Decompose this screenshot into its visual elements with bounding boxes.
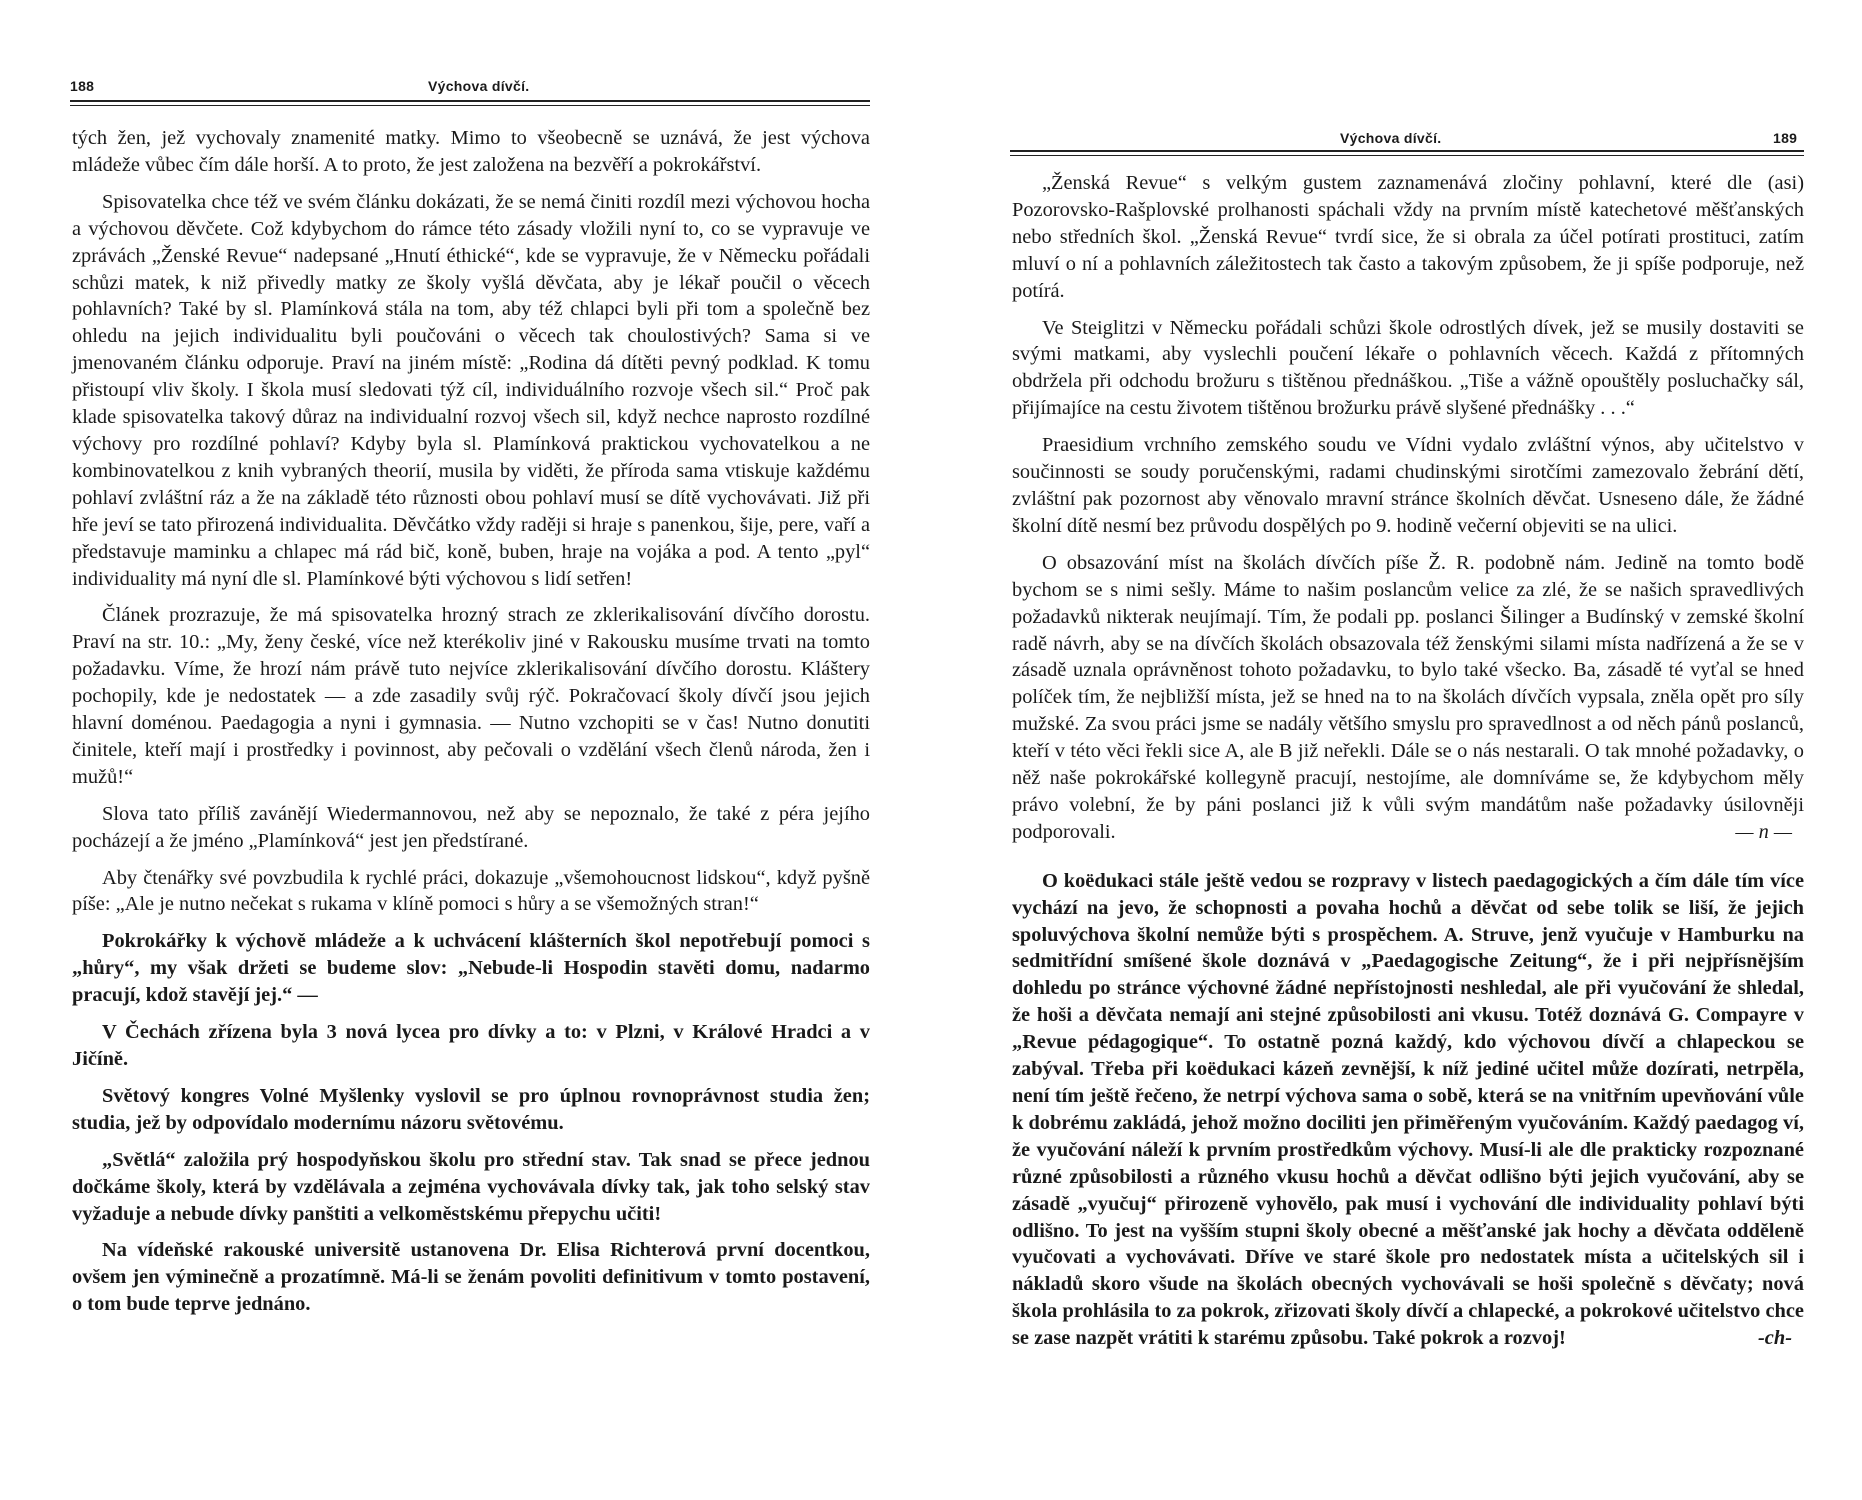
signature: -ch-: [1758, 1327, 1792, 1350]
paragraph-text: O koëdukaci stále ještě vedou se rozpravy v listech paedagogických a čím dále tím více vychází na jevo, že schopnosti a povaha hochů a děvčat od sebe tolik se liší, že jejich spoluvýchova školní nemůže býti s prospěchem. A. Struve, jenž vyučuje v Hamburku na sedmitřídní smíšené škole doznává v „Paedagogische Zeitung“, že i při nejpřísnějším dohledu po stránce výchovné žádné nepřístojnosti neshledal, ale při vyučování že shledal, že hoši a děvčata nemají ani stejné způsobilosti ani vkusu. Totéž doznává G. Compayre v „Revue pédagogique“. To ostatně pozná každý, kdo výchovou dívčí a chlapeckou se zabýval. Třeba při koëdukaci kázeň zevnější, k níž jediné učitel může dozírati, netrpěla, není tím ještě řečeno, že netrpí výchova sama o sobě, která se na vnitřním upevňování vůle k dobrému zakládá, jehož možno dociliti jen přiměřeným vyučováním. Každý paedagog ví, že vyučování náleží k prvním prostředkům výchovy. Musí-li ale dle prakticky rozpoznané různé způsobilosti a různého vkusu hochů a děvčat odlišno býti jejich vyučování, aby se zásadě „vyučuj“ přirozeně vyhovělo, pak musí i vychování dle individuality pohlaví býti odlišno. To jest na vyšším stupni školy obecné a měšťanské jak hochy a děvčata odděleně vyučovati a vychovávati. Dříve ve staré škole pro nedostatek místa a učitelských sil i nákladů skoro všude na školách obecných vychovávali se hoši společně s děvčaty; nová škola prohlásila to za pokrok, zřizovati školy dívčí a chlapecké, a pokrokové učitelstvo chce se zase nazpět vrátiti k starému způsobu. Také pokrok a rozvoj!: [1012, 869, 1804, 1350]
right-page: [930, 0, 1862, 1500]
paragraph: Světový kongres Volné Myšlenky vyslovil se pro úplnou rovnoprávnost studia žen; studia, jež by odpovídalo modernímu názoru světovému.: [72, 1084, 870, 1134]
paragraph: „Světlá“ založila prý hospodyňskou školu pro střední stav. Tak snad se přece jednou dočkáme školy, která by vzdělávala a zejména vychovávala dívky tak, jak toho selský stav vyžaduje a nebude dívky panštiti a velkoměstskému přepychu učiti!: [72, 1148, 870, 1225]
paragraph: Slova tato příliš zavánějí Wiedermannovou, než aby se nepoznalo, že také z péra jejího pocházejí a že jméno „Plamínková“ jest jen předstírané.: [72, 802, 870, 852]
paragraph: Aby čtenářky své povzbudila k rychlé práci, dokazuje „všemohoucnost lidskou“, když pyšně píše: „Ale je nutno nečekat s rukama v klíně pomoci s hůry a se všemožných stran!“: [72, 866, 870, 916]
page-number: 188: [70, 78, 95, 94]
paragraph: Článek prozrazuje, že má spisovatelka hrozný strach ze zklerikalisování dívčího dorostu. Praví na str. 10.: „My, ženy české, více než kterékoliv jiné v Rakousku musíme trvati na tomto požadavku. Víme, že hrozí nám právě tuto nejvíce zklerikalisování dívčího dorostu. Kláštery pochopily, kde je nedostatek — a zde zasadily svůj rýč. Pokračovací školy dívčí jsou jejich hlavní doménou. Paedagogia a nyni i gymnasia. — Nutno vzchopiti se v čas! Nutno donutiti činitele, kteří mají i prostředky i povinnost, aby pečovali o vzdělání všech členů národa, žen i mužů!“: [72, 604, 870, 788]
left-column: [72, 125, 870, 1318]
page-number: 189: [1773, 130, 1798, 146]
running-title: Výchova dívčí.: [1340, 130, 1442, 146]
header-rule: [1010, 150, 1804, 152]
paragraph: Na vídeňské rakouské universitě ustanovena Dr. Elisa Richterová první docentkou, ovšem jen výminečně a prozatímně. Má-li se ženám povoliti definitivum v tomto postavení, o tom bude teprve jednáno.: [72, 1239, 870, 1316]
paragraph-with-signature: [1012, 550, 1804, 846]
header-rule: [70, 100, 870, 102]
left-page: [0, 0, 930, 1500]
right-column: [1012, 170, 1804, 1352]
paragraph: Praesidium vrchního zemského soudu ve Vídni vydalo zvláštní výnos, aby učitelstvo v součinnosti se soudy poručenskými, radami chudinskými sirotčími zamezovalo žebrání dětí, zvláštní pak pozornost aby věnovalo mravní stránce školních děvčat. Usneseno dále, že žádné školní dítě nesmí bez průvodu dospělých po 9. hodině večerní objeviti se na ulici.: [1012, 434, 1804, 537]
paragraph-with-signature: [1012, 868, 1804, 1352]
paragraph: Spisovatelka chce též ve svém článku dokázati, že se nemá činiti rozdíl mezi výchovou hocha a výchovou děvčete. Což kdybychom do rámce této zásady vložili nyní to, co se vypravuje ve zprávách „Ženské Revue“ nadepsané „Hnutí éthické“, kde se vypravuje, že v Německu pořádali schůzi matek, k niž přivedly matky ze školy vyšlá děvčata, aby je lékař poučil o věcech pohlavních? Také by sl. Plamínková stála na tom, aby též chlapci byli při tom a společně bez ohledu na jejich individualitu byli poučováni o věcech tak choulostivých? Sama si ve jmenovaném článku odporuje. Praví na jiném místě: „Rodina dá dítěti pevný podklad. K tomu přistoupí vliv školy. I škola musí sledovati týž cíl, individuálního rozvoje všech sil.“ Proč pak klade spisovatelka takový důraz na individualní rozvoj všech sil, když nechce naprosto rozdílné výchovy pro rozdílné pohlaví? Kdyby byla sl. Plamínková praktickou vychovatelkou a ne kombinovatelkou z knih vybraných theorií, musila by viděti, že příroda sama vtiskuje každému pohlaví zvláštní ráz a že na základě této různosti obou pohlaví musí se dítě vychovávati. Již při hře jeví se tato přirozená individualita. Děvčátko vždy raději si hraje s panenkou, šije, pere, vaří a představuje maminku a chlapec má rád bič, koně, buben, hraje na vojáka a pod. A tento „pyl“ individuality má nyní dle sl. Plamínkové býti výchovou s lidí setřen!: [72, 190, 870, 590]
header-rule-thin: [1010, 155, 1804, 156]
paragraph: tých žen, jež vychovaly znamenité matky. Mimo to všeobecně se uznává, že jest výchova mládeže vůbec čím dále horší. A to proto, že jest založena na bezvěří a pokrokářství.: [72, 127, 870, 176]
paragraph: V Čechách zřízena byla 3 nová lycea pro dívky a to: v Plzni, v Králové Hradci a v Jičíně.: [72, 1021, 870, 1070]
paragraph: „Ženská Revue“ s velkým gustem zaznamenává zločiny pohlavní, které dle (asi) Pozorovsko-Rašplovské prolhanosti spáchali vždy na prvním místě katechetové měšťanských nebo středních škol. „Ženská Revue“ tvrdí sice, že si obrala za účel potírati prostituci, zatím mluví o ní a pohlavních záležitostech tak často a takovým způsobem, že ji spíše podporuje, než potírá.: [1012, 172, 1804, 302]
paragraph-text: O obsazování míst na školách dívčích píše Ž. R. podobně nám. Jedině na tomto bodě bychom se s nimi sešly. Máme to našim poslancům velice za zlé, že se našich spravedlivých požadavků nikterak neujímají. Tím, že podali pp. poslanci Šilinger a Budínský v zemské školní radě návrh, aby se na dívčích školách obsazovala též ženskými silami místa nadřízená a že se v zásadě uznala oprávněnost tohoto požadavku, to bylo také všecko. Ba, zásadě té vyťal se hned políček tím, že nejbližší místa, jež se hned na to na školách dívčích vypsala, zněla opět pro síly mužské. Za svou práci jsme se nadály většího smyslu pro spravedlnost a od něch pánů poslanců, kteří v této věci řekli sice A, ale B již neřekli. Dále se o nás nestarali. O tak mnohé požadavky, o něž naše pokrokářské kollegyně pracují, nestojíme, ale domníváme se, že kdybychom měly právo volební, že by páni poslanci již k vůli svým mandátům naše požadavky úsilovněji podporovali.: [1012, 551, 1804, 843]
signature: — n —: [1735, 820, 1792, 843]
paragraph: Ve Steiglitzi v Německu pořádali schůzi škole odrostlých dívek, jež se musily dostaviti se svými matkami, aby vyslechli poučení lékaře o pohlavních věcech. Každá z přítomných obdržela při odchodu brožuru s tištěnou přednáškou. „Tiše a vážně opouštěly posluchačky sál, přijímajíce na cestu životem tištěnou brožurku právě slyšené přednášky . . .“: [1012, 316, 1804, 420]
header-rule-thin: [70, 105, 870, 106]
running-title: Výchova dívčí.: [428, 78, 530, 94]
paragraph: Pokrokářky k výchově mládeže a k uchvácení klášterních škol nepotřebují pomoci s „hůry“, my však držeti se budeme slov: „Nebude-li Hospodin stavěti domu, nadarmo pracují, kdož stavějí jej.“ —: [72, 930, 870, 1007]
